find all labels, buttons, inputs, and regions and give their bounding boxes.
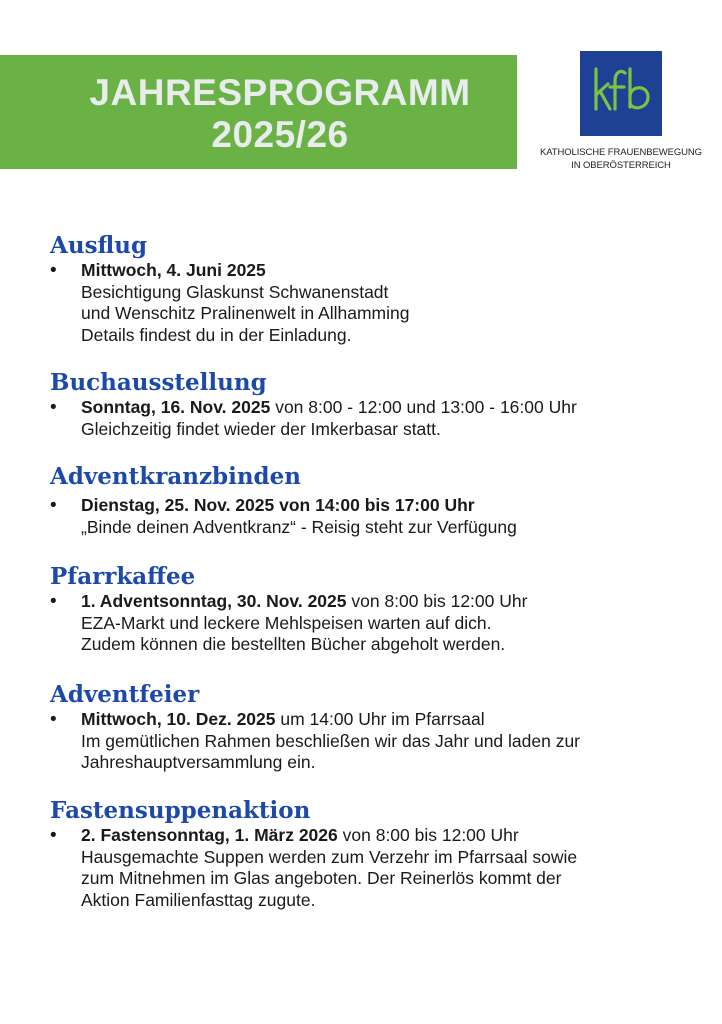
bullet: • — [50, 495, 57, 516]
event-date: Mittwoch, 10. Dez. 2025 — [81, 709, 276, 729]
event-time: von 8:00 bis 12:00 Uhr — [337, 825, 519, 845]
event-date: 1. Adventsonntag, 30. Nov. 2025 — [81, 591, 347, 611]
event-line: Hausgemachte Suppen werden zum Verzehr im Pfarrsaal sowie — [81, 846, 578, 867]
event-line: und Wenschitz Pralinenwelt in Allhamming — [81, 303, 410, 323]
bullet: • — [50, 825, 57, 846]
event-title: Adventkranzbinden — [50, 463, 301, 490]
event-title: Buchausstellung — [50, 369, 267, 396]
event-entry — [81, 397, 700, 440]
event-section — [50, 563, 700, 656]
event-title: Pfarrkaffee — [50, 563, 196, 590]
bullet: • — [50, 709, 57, 730]
event-entry — [81, 495, 700, 538]
page-title-line2: 2025/26 — [211, 114, 349, 155]
event-section — [50, 797, 700, 911]
kfb-logo — [580, 51, 662, 136]
event-time: um 14:00 Uhr im Pfarrsaal — [275, 709, 485, 729]
event-line: Im gemütlichen Rahmen beschließen wir das Jahr und laden zur — [81, 730, 581, 751]
event-line: Aktion Familienfasttag zugute. — [81, 889, 316, 910]
page-title-line1: JAHRESPROGRAMM — [89, 72, 471, 113]
event-title: Adventfeier — [50, 681, 200, 708]
event-line: Besichtigung Glaskunst Schwanenstadt — [81, 281, 389, 302]
bullet: • — [50, 591, 57, 612]
event-section — [50, 369, 700, 440]
bullet: • — [50, 260, 57, 281]
kfb-logo-icon — [580, 51, 662, 136]
event-title: Fastensuppenaktion — [50, 797, 311, 824]
event-date: Dienstag, 25. Nov. 2025 von 14:00 bis 17:00 Uhr — [81, 495, 475, 515]
event-time: von 8:00 - 12:00 und 13:00 - 16:00 Uhr — [270, 397, 577, 417]
event-entry — [81, 825, 700, 911]
event-line: Zudem können die bestellten Bücher abgeholt werden. — [81, 634, 506, 654]
event-date: Mittwoch, 4. Juni 2025 — [81, 260, 266, 280]
event-section — [50, 232, 700, 346]
event-date: 2. Fastensonntag, 1. März 2026 — [81, 825, 338, 845]
org-line2: IN OBERÖSTERREICH — [571, 160, 671, 171]
event-section — [50, 463, 700, 538]
event-entry — [81, 591, 700, 656]
event-entry — [81, 709, 700, 774]
event-line: Gleichzeitig findet wieder der Imkerbasar statt. — [81, 418, 441, 439]
event-line: „Binde deinen Adventkranz“ - Reisig steht zur Verfügung — [81, 516, 517, 537]
event-line: zum Mitnehmen im Glas angeboten. Der Reinerlös kommt der — [81, 868, 562, 888]
event-entry — [81, 260, 700, 346]
event-date: Sonntag, 16. Nov. 2025 — [81, 397, 271, 417]
event-line: EZA-Markt und leckere Mehlspeisen warten auf dich. — [81, 612, 492, 633]
organization-name — [536, 146, 706, 172]
event-time: von 8:00 bis 12:00 Uhr — [346, 591, 528, 611]
event-line: Jahreshauptversammlung ein. — [81, 752, 316, 772]
event-title: Ausflug — [50, 232, 148, 259]
org-line1: KATHOLISCHE FRAUENBEWEGUNG — [540, 147, 702, 158]
bullet: • — [50, 397, 57, 418]
page-title — [0, 72, 560, 156]
event-line: Details findest du in der Einladung. — [81, 324, 352, 345]
event-section — [50, 681, 700, 774]
